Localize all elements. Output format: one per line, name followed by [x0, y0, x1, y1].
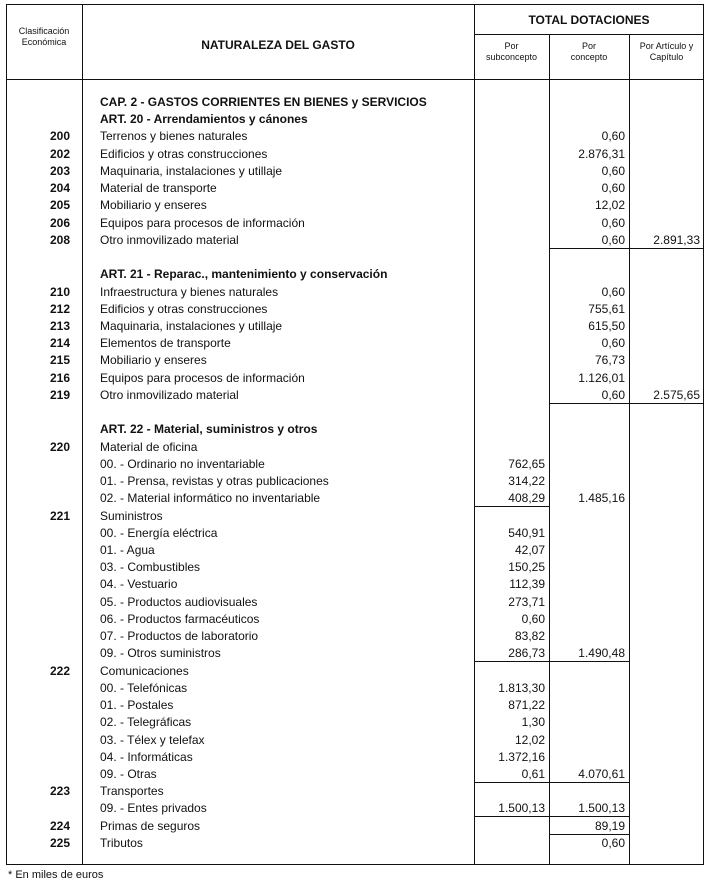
row-description: Mobiliario y enseres: [100, 353, 207, 367]
row-amount-con: 0,60: [601, 388, 625, 402]
row-code: 216: [49, 371, 70, 385]
row-description: Otro inmovilizado material: [100, 388, 239, 402]
header-por-subconcepto: [474, 41, 549, 64]
row-amount-sub: 871,22: [508, 698, 545, 712]
row-description: Suministros: [100, 509, 163, 523]
row-amount-con: 0,60: [601, 233, 625, 247]
row-description: Edificios y otras construcciones: [100, 302, 268, 316]
row-amount-sub: 12,02: [514, 733, 545, 747]
divider-nature: [474, 4, 475, 865]
row-description: Elementos de transporte: [100, 336, 231, 350]
subtotal-rule: [549, 816, 629, 817]
row-code: 206: [49, 216, 70, 230]
row-amount-sub: 540,91: [508, 526, 545, 540]
row-description: 03. - Télex y telefax: [100, 733, 205, 747]
row-code: 208: [49, 233, 70, 247]
header-classification-line1: Clasificación: [18, 26, 70, 36]
row-description: Edificios y otras construcciones: [100, 147, 268, 161]
row-amount-con: 1.500,13: [578, 801, 625, 815]
row-amount-con: 1.485,16: [578, 491, 625, 505]
row-amount-sub: 150,25: [508, 560, 545, 574]
row-description: 06. - Productos farmacéuticos: [100, 612, 260, 626]
row-amount-con: 0,60: [601, 836, 625, 850]
subtotal-rule: [474, 816, 549, 817]
header-con-line1: Por: [581, 41, 596, 51]
row-code: 212: [49, 302, 70, 316]
row-description: 05. - Productos audiovisuales: [100, 595, 258, 609]
row-amount-sub: 286,73: [508, 646, 545, 660]
row-amount-con: 0,60: [601, 336, 625, 350]
divider-sub: [549, 34, 550, 865]
row-description: Transportes: [100, 784, 164, 798]
row-code: 221: [49, 509, 70, 523]
row-description: Material de oficina: [100, 440, 198, 454]
subtotal-rule: [474, 661, 549, 662]
header-bottom-line: [6, 79, 704, 80]
row-description: Infraestructura y bienes naturales: [100, 285, 279, 299]
row-amount-con: 89,19: [594, 819, 625, 833]
row-code: 223: [49, 784, 70, 798]
section-heading: CAP. 2 - GASTOS CORRIENTES EN BIENES y SERVICIOS: [100, 95, 427, 109]
header-por-articulo: [629, 41, 704, 64]
header-sub-line2: subconcepto: [485, 52, 538, 63]
header-con-line2: concepto: [570, 52, 608, 63]
row-description: 01. - Agua: [100, 543, 155, 557]
header-total-dotaciones: TOTAL DOTACIONES: [528, 13, 650, 27]
row-amount-con: 4.070,61: [578, 767, 625, 781]
row-description: 09. - Entes privados: [100, 801, 207, 815]
subtotal-rule: [549, 248, 629, 249]
header-sub-line1: Por: [504, 41, 519, 51]
row-description: Otro inmovilizado material: [100, 233, 239, 247]
row-amount-con: 76,73: [594, 353, 625, 367]
row-description: Material de transporte: [100, 181, 217, 195]
row-amount-sub: 0,61: [521, 767, 545, 781]
divider-con: [629, 34, 630, 865]
row-description: 01. - Prensa, revistas y otras publicaciones: [100, 474, 329, 488]
row-description: 09. - Otros suministros: [100, 646, 221, 660]
row-amount-sub: 42,07: [514, 543, 545, 557]
row-code: 202: [49, 147, 70, 161]
row-description: Terrenos y bienes naturales: [100, 129, 248, 143]
subtotal-rule: [549, 403, 629, 404]
row-description: 07. - Productos de laboratorio: [100, 629, 259, 643]
section-heading: ART. 21 - Reparac., mantenimiento y conservación: [100, 267, 388, 281]
header-classification-line2: Económica: [21, 37, 67, 48]
row-description: 00. - Telefónicas: [100, 681, 188, 695]
row-description: Tributos: [100, 836, 143, 850]
row-amount-sub: 1.500,13: [498, 801, 545, 815]
header-group-line: [474, 34, 704, 35]
row-amount-con: 12,02: [594, 198, 625, 212]
row-description: Comunicaciones: [100, 664, 189, 678]
row-code: 225: [49, 836, 70, 850]
subtotal-rule: [629, 403, 704, 404]
row-amount-sub: 1,30: [521, 715, 545, 729]
row-code: 213: [49, 319, 70, 333]
row-description: Maquinaria, instalaciones y utillaje: [100, 164, 283, 178]
row-amount-con: 0,60: [601, 181, 625, 195]
subtotal-rule: [629, 248, 704, 249]
row-amount-art: 2.575,65: [653, 388, 700, 402]
row-code: 200: [49, 129, 70, 143]
row-code: 210: [49, 285, 70, 299]
section-heading: ART. 22 - Material, suministros y otros: [100, 422, 318, 436]
row-code: 203: [49, 164, 70, 178]
row-code: 222: [49, 664, 70, 678]
header-por-concepto: [549, 41, 629, 64]
row-code: 224: [49, 819, 70, 833]
header-classification: [6, 26, 82, 49]
subtotal-rule: [474, 782, 549, 783]
row-code: 204: [49, 181, 70, 195]
row-code: 220: [49, 440, 70, 454]
row-amount-con: 0,60: [601, 216, 625, 230]
row-amount-sub: 408,29: [508, 491, 545, 505]
section-heading: ART. 20 - Arrendamientos y cánones: [100, 112, 308, 126]
row-description: 09. - Otras: [100, 767, 157, 781]
row-description: Primas de seguros: [100, 819, 201, 833]
divider-code: [82, 4, 83, 865]
row-code: 215: [49, 353, 70, 367]
row-amount-con: 0,60: [601, 164, 625, 178]
row-amount-con: 0,60: [601, 285, 625, 299]
subtotal-rule: [549, 782, 629, 783]
row-amount-sub: 314,22: [508, 474, 545, 488]
row-description: 03. - Combustibles: [100, 560, 201, 574]
row-description: Equipos para procesos de información: [100, 371, 305, 385]
footnote: * En miles de euros: [8, 869, 104, 881]
row-code: 219: [49, 388, 70, 402]
row-amount-con: 615,50: [588, 319, 625, 333]
row-amount-sub: 762,65: [508, 457, 545, 471]
row-amount-sub: 1.813,30: [498, 681, 545, 695]
row-amount-con: 1.126,01: [578, 371, 625, 385]
row-amount-con: 0,60: [601, 129, 625, 143]
row-description: 02. - Telegráficas: [100, 715, 192, 729]
row-description: Equipos para procesos de información: [100, 216, 305, 230]
row-description: Mobiliario y enseres: [100, 198, 207, 212]
row-amount-con: 1.490,48: [578, 646, 625, 660]
row-amount-sub: 273,71: [508, 595, 545, 609]
header-nature: NATURALEZA DEL GASTO: [201, 38, 355, 52]
row-description: 04. - Vestuario: [100, 577, 178, 591]
row-code: 205: [49, 198, 70, 212]
row-amount-sub: 83,82: [514, 629, 545, 643]
row-description: 04. - Informáticas: [100, 750, 193, 764]
row-amount-sub: 112,39: [509, 577, 545, 591]
row-description: 01. - Postales: [100, 698, 174, 712]
subtotal-rule: [549, 661, 629, 662]
row-amount-sub: 1.372,16: [498, 750, 545, 764]
row-code: 214: [49, 336, 70, 350]
row-amount-art: 2.891,33: [653, 233, 700, 247]
row-description: 00. - Energía eléctrica: [100, 526, 218, 540]
row-description: 02. - Material informático no inventariable: [100, 491, 321, 505]
subtotal-rule: [549, 834, 629, 835]
header-art-line1: Por Artículo y: [639, 41, 694, 51]
row-description: 00. - Ordinario no inventariable: [100, 457, 265, 471]
subtotal-rule: [474, 506, 549, 507]
row-amount-sub: 0,60: [521, 612, 545, 626]
header-art-line2: Capítulo: [649, 52, 684, 63]
row-amount-con: 2.876,31: [578, 147, 625, 161]
row-description: Maquinaria, instalaciones y utillaje: [100, 319, 283, 333]
row-amount-con: 755,61: [588, 302, 625, 316]
